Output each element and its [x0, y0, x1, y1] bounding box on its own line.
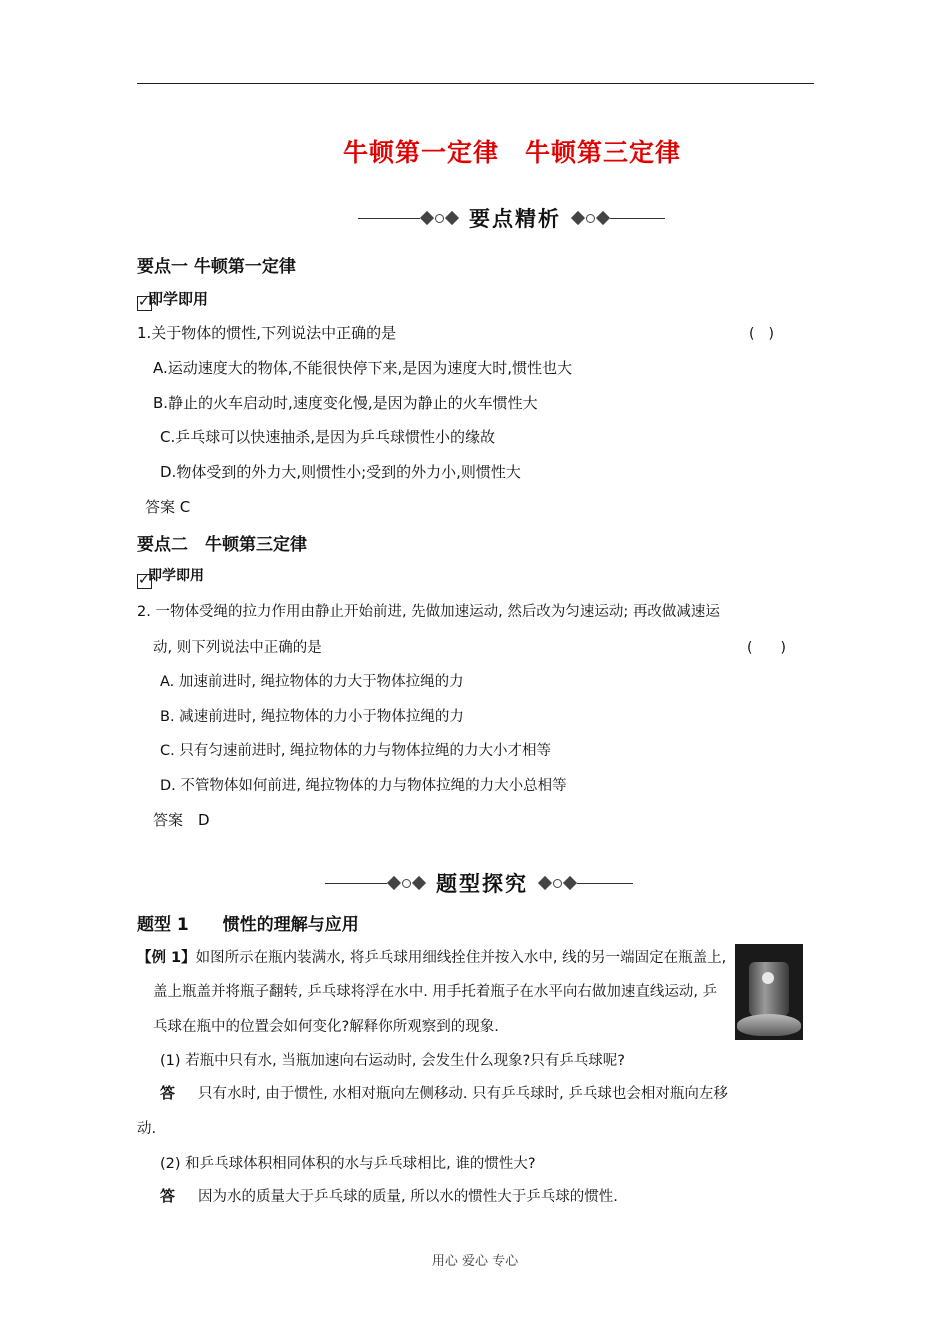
- answer-2: 答案 D: [153, 811, 210, 829]
- sub-question-1: (1) 若瓶中只有水, 当瓶加速向右运动时, 会发生什么现象?只有乒乓球呢?: [160, 1053, 625, 1069]
- answer-2-text: 因为水的质量大于乒乓球的质量, 所以水的惯性大于乒乓球的惯性.: [198, 1189, 618, 1205]
- answer-1-line1: 只有水时, 由于惯性, 水相对瓶向左侧移动. 只有乒乓球时, 乒乓球也会相对瓶向左移: [198, 1086, 728, 1102]
- header-rule: [137, 83, 814, 84]
- bottle-icon: [749, 962, 789, 1016]
- answer-label: 答: [160, 1187, 176, 1205]
- option-b: B.静止的火车启动时,速度变化慢,是因为静止的火车惯性大: [153, 394, 538, 412]
- point2-heading: 要点二 牛顿第三定律: [137, 535, 307, 555]
- example-label: 【例 1】: [137, 950, 196, 966]
- banner-ornament-right: [540, 878, 575, 888]
- example-text: 如图所示在瓶内装满水, 将乒乓球用细线拴住并按入水中, 线的另一端固定在瓶盖上,: [195, 950, 727, 966]
- option-d: D.物体受到的外力大,则惯性小;受到的外力小,则惯性大: [160, 463, 521, 481]
- example-line1: [137, 946, 726, 967]
- option-c: C. 只有匀速前进时, 绳拉物体的力与物体拉绳的力大小才相等: [160, 743, 552, 759]
- section-banner-key-points: [358, 203, 665, 233]
- option-c: C.乒乓球可以快速抽杀,是因为乒乓球惯性小的缘故: [160, 428, 496, 446]
- section-heading: 题型探究: [436, 872, 528, 896]
- answer-1: 答案 C: [145, 498, 191, 516]
- page-title: 牛顿第一定律 牛顿第三定律: [342, 138, 681, 167]
- banner-ornament-left: [422, 213, 457, 223]
- question-2-line2: 动, 则下列说法中正确的是: [153, 640, 322, 656]
- ball-icon: [762, 972, 774, 984]
- point1-sub-heading: 即学即用: [148, 290, 209, 308]
- bottle-photo: [735, 944, 803, 1040]
- question-1: 1.关于物体的惯性,下列说法中正确的是: [137, 324, 397, 342]
- option-b: B. 减速前进时, 绳拉物体的力小于物体拉绳的力: [160, 709, 464, 725]
- point1-heading: 要点一 牛顿第一定律: [137, 257, 296, 277]
- example-line2: 盖上瓶盖并将瓶子翻转, 乒乓球将浮在水中. 用手托着瓶子在水平向右做加速直线运动, 乒: [153, 984, 718, 1000]
- answer-label: 答: [160, 1084, 176, 1102]
- answer-1-line2: 动.: [137, 1121, 157, 1137]
- banner-line: [358, 218, 420, 219]
- sub-question-2: (2) 和乒乓球体积相同体积的水与乒乓球相比, 谁的惯性大?: [160, 1156, 536, 1172]
- banner-ornament-left: [389, 878, 424, 888]
- point2-sub-heading: 即学即用: [148, 568, 204, 584]
- answer-paren: ( ): [747, 640, 786, 656]
- answer-paren: ( ): [749, 326, 774, 342]
- banner-line: [577, 883, 633, 884]
- section-heading: 要点精析: [469, 207, 561, 231]
- question-2-line1: 2. 一物体受绳的拉力作用由静止开始前进, 先做加速运动, 然后改为匀速运动; 再改做减速运: [137, 604, 720, 620]
- topic1-heading: 题型 1 惯性的理解与应用: [137, 915, 359, 935]
- page-footer: 用心 爱心 专心: [431, 1254, 519, 1269]
- example-line3: 乓球在瓶中的位置会如何变化?解释你所观察到的现象.: [153, 1019, 499, 1035]
- hand-icon: [737, 1014, 801, 1036]
- banner-ornament-right: [573, 213, 608, 223]
- section-banner-question-types: [325, 868, 633, 898]
- option-a: A.运动速度大的物体,不能很快停下来,是因为速度大时,惯性也大: [153, 359, 573, 377]
- banner-line: [610, 218, 665, 219]
- option-d: D. 不管物体如何前进, 绳拉物体的力与物体拉绳的力大小总相等: [160, 778, 567, 794]
- banner-line: [325, 883, 387, 884]
- option-a: A. 加速前进时, 绳拉物体的力大于物体拉绳的力: [160, 674, 464, 690]
